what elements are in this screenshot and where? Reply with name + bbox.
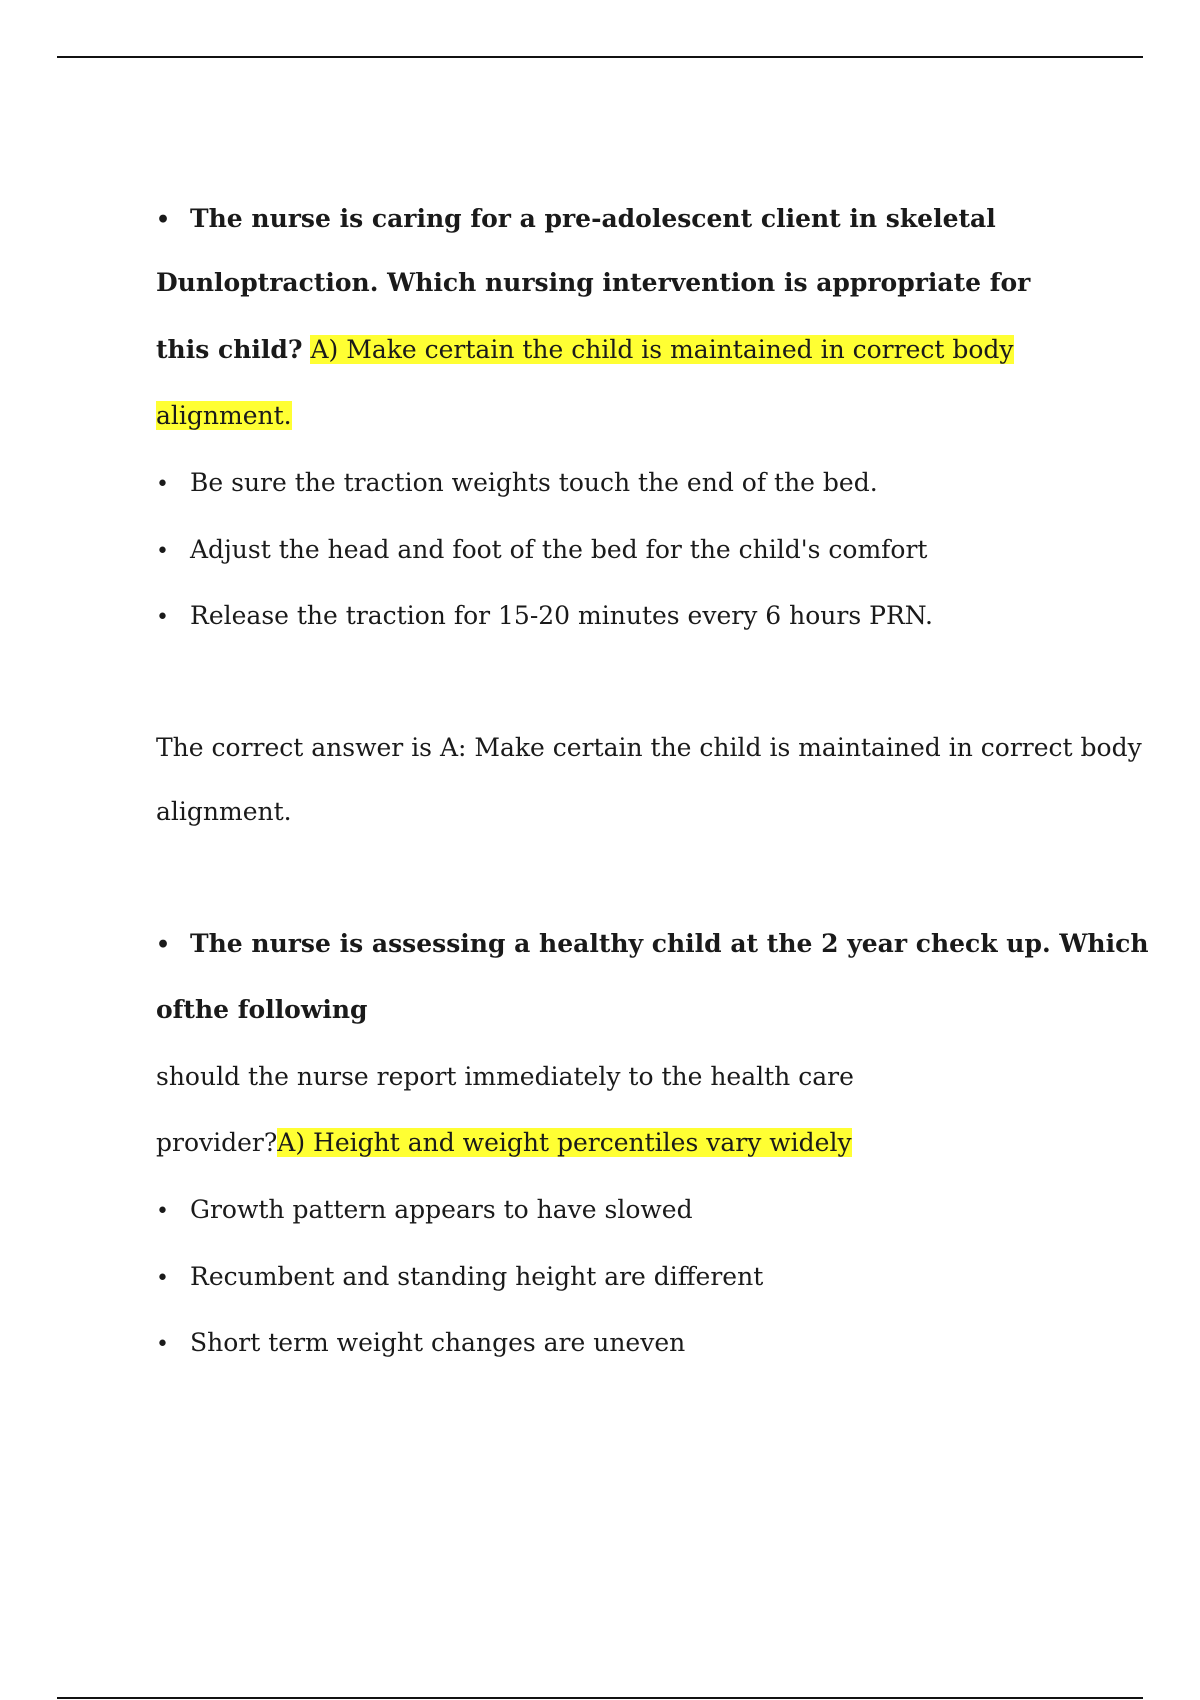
top-rule [57, 56, 1143, 58]
bullet-icon: • [156, 539, 169, 564]
q2-stem-line4 [156, 1128, 852, 1158]
q1-option-c-text: Adjust the head and foot of the bed for the child's comfort [190, 535, 928, 564]
q2-option-b-text: Growth pattern appears to have slowed [190, 1195, 693, 1224]
q1-option-b-text: Be sure the traction weights touch the end of the bed. [190, 468, 878, 497]
bullet-icon: • [156, 1332, 169, 1357]
q2-option-c-text: Recumbent and standing height are different [190, 1262, 764, 1291]
q2-option-d-text: Short term weight changes are uneven [190, 1328, 686, 1357]
bullet-icon: • [156, 932, 171, 958]
bullet-icon: • [156, 605, 169, 630]
q2-stem-text4: provider? [156, 1128, 278, 1157]
q1-option-d [156, 601, 933, 633]
q2-stem-line3: should the nurse report immediately to the health care [156, 1062, 854, 1091]
bullet-icon: • [156, 207, 171, 233]
q2-option-c [156, 1262, 763, 1294]
q1-stem-line2: Dunloptraction. Which nursing intervention is appropriate for [156, 268, 1031, 297]
q1-option-c [156, 535, 927, 567]
q1-stem-text1: The nurse is caring for a pre-adolescent client in skeletal [190, 204, 996, 233]
bullet-icon: • [156, 472, 169, 497]
q1-answer-line2: alignment. [156, 797, 292, 826]
q2-stem-line2: ofthe following [156, 995, 368, 1024]
q1-stem-line4 [156, 401, 292, 431]
q1-highlighted-answer: A) Make certain the child is maintained in correct body [310, 335, 1014, 364]
q1-stem-line3 [156, 335, 1014, 365]
q1-answer-line1: The correct answer is A: Make certain the child is maintained in correct body [156, 733, 1142, 762]
q2-option-d [156, 1328, 685, 1360]
q1-stem-text3: this child? [156, 335, 303, 364]
q2-stem-text1: The nurse is assessing a healthy child at the 2 year check up. Which [190, 929, 1149, 958]
q2-highlighted-answer: A) Height and weight percentiles vary widely [277, 1128, 852, 1157]
q1-highlighted-answer-cont: alignment. [156, 401, 292, 430]
bottom-rule [57, 1697, 1143, 1699]
q2-stem-line1 [156, 929, 1149, 960]
q1-option-b [156, 468, 878, 500]
q1-stem-line1 [156, 204, 996, 235]
q1-option-d-text: Release the traction for 15-20 minutes every 6 hours PRN. [190, 601, 933, 630]
q2-option-b [156, 1195, 693, 1227]
bullet-icon: • [156, 1266, 169, 1291]
bullet-icon: • [156, 1199, 169, 1224]
